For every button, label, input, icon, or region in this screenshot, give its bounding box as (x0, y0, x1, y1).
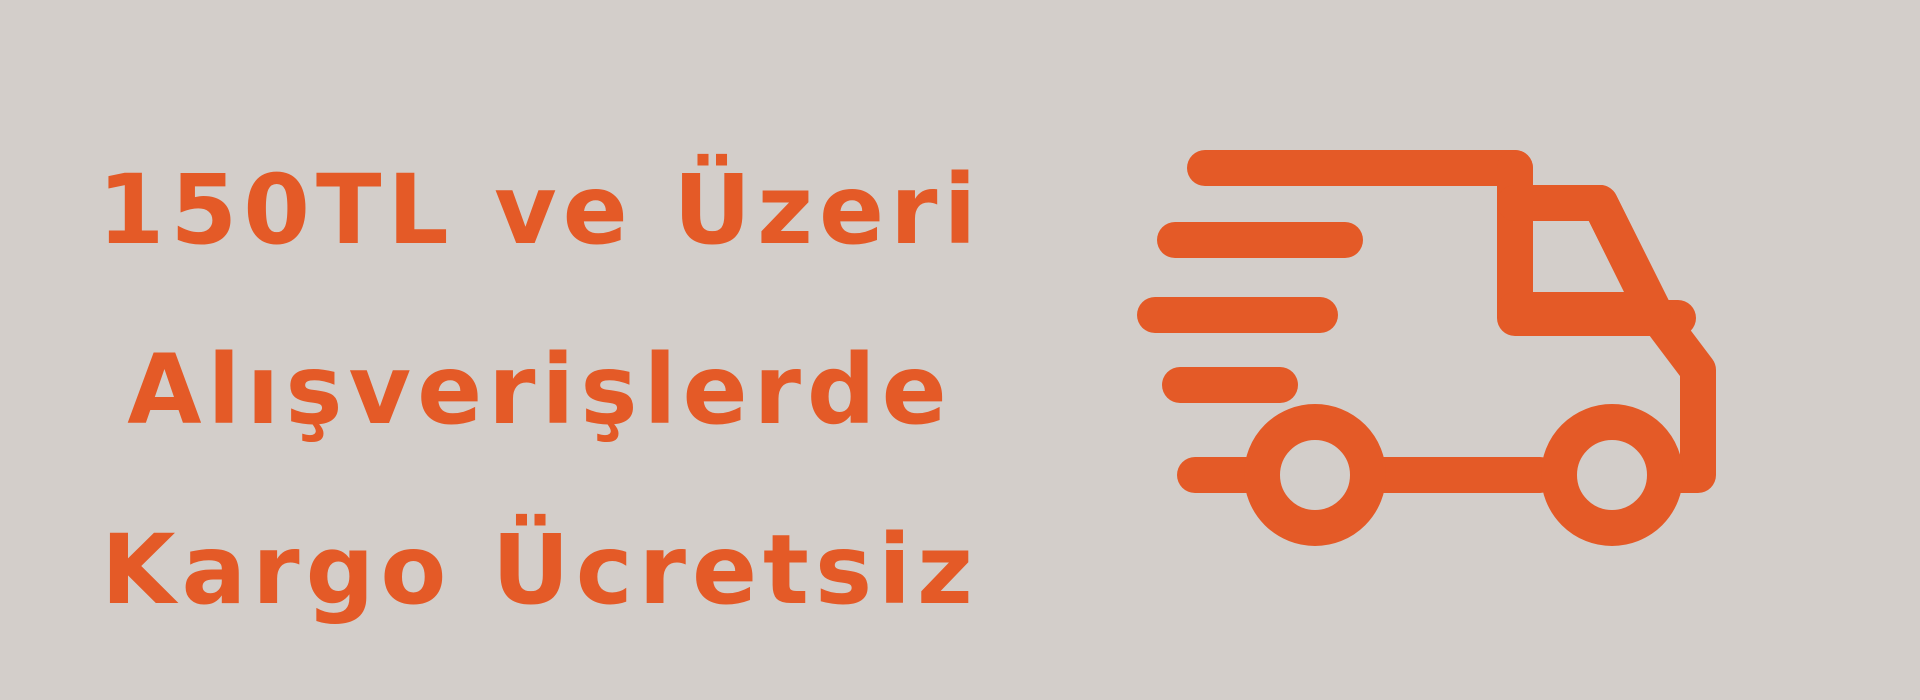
promo-headline (90, 120, 990, 660)
delivery-truck-icon (1130, 130, 1730, 560)
promo-line-purchases: Alışverişlerde (127, 334, 953, 446)
front-wheel (1559, 422, 1665, 528)
promo-line-free-shipping: Kargo Ücretsiz (101, 514, 979, 626)
promo-line-threshold: 150TL ve Üzeri (97, 154, 983, 266)
rear-wheel (1262, 422, 1368, 528)
cab-window (1515, 203, 1653, 310)
